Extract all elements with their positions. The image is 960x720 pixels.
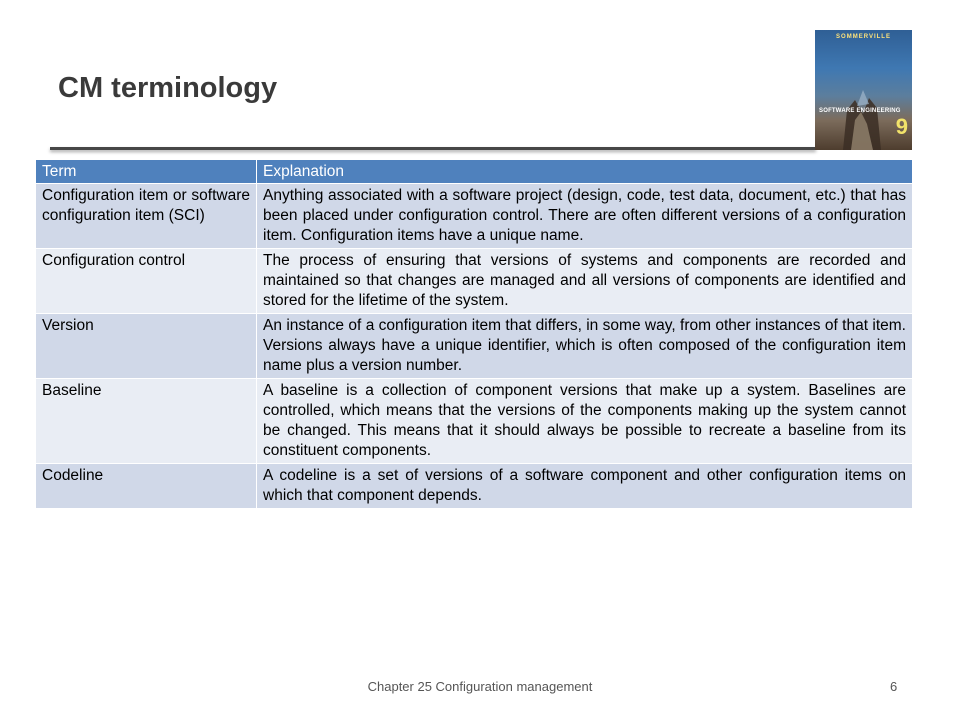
slide-title: CM terminology [58,72,278,104]
explanation-cell: A baseline is a collection of component versions that make up a system. Baselines are controlled, which means that the versions of the components making up the system cannot be changed. This means that it should always be possible to recreate a baseline from its constituent components. [257,379,913,464]
terminology-table [35,159,913,509]
table-row [36,249,913,314]
cover-brand: SOMMERVILLE [836,34,891,40]
cover-edition: 9 [895,114,908,139]
book-cover-image [815,30,912,150]
term-cell: Baseline [36,379,257,464]
explanation-cell: Anything associated with a software project (design, code, test data, document, etc.) that has been placed under configuration control. There are often different versions of a configuration item. Configuration items have a unique name. [257,184,913,249]
title-divider [50,147,816,150]
table-row [36,314,913,379]
cover-sculpture-graphic [833,80,891,150]
table-row [36,379,913,464]
explanation-cell: A codeline is a set of versions of a software component and other configuration items on which that component depends. [257,464,913,509]
explanation-cell: The process of ensuring that versions of systems and components are recorded and maintained so that changes are managed and all versions of components are identified and stored for the lifetime of the system. [257,249,913,314]
term-cell: Version [36,314,257,379]
slide-footer: Chapter 25 Configuration management [367,679,593,694]
explanation-cell: An instance of a configuration item that differs, in some way, from other instances of that item. Versions always have a unique identifier, which is often composed of the configuration item name plus a version number. [257,314,913,379]
term-cell: Configuration item or software configuration item (SCI) [36,184,257,249]
header-explanation: Explanation [257,160,913,184]
term-cell: Codeline [36,464,257,509]
cover-book-title: SOFTWARE ENGINEERING [819,108,901,114]
page-number: 6 [890,679,898,694]
table-row [36,464,913,509]
table-header-row [36,160,913,184]
table-row [36,184,913,249]
term-cell: Configuration control [36,249,257,314]
header-term: Term [36,160,257,184]
